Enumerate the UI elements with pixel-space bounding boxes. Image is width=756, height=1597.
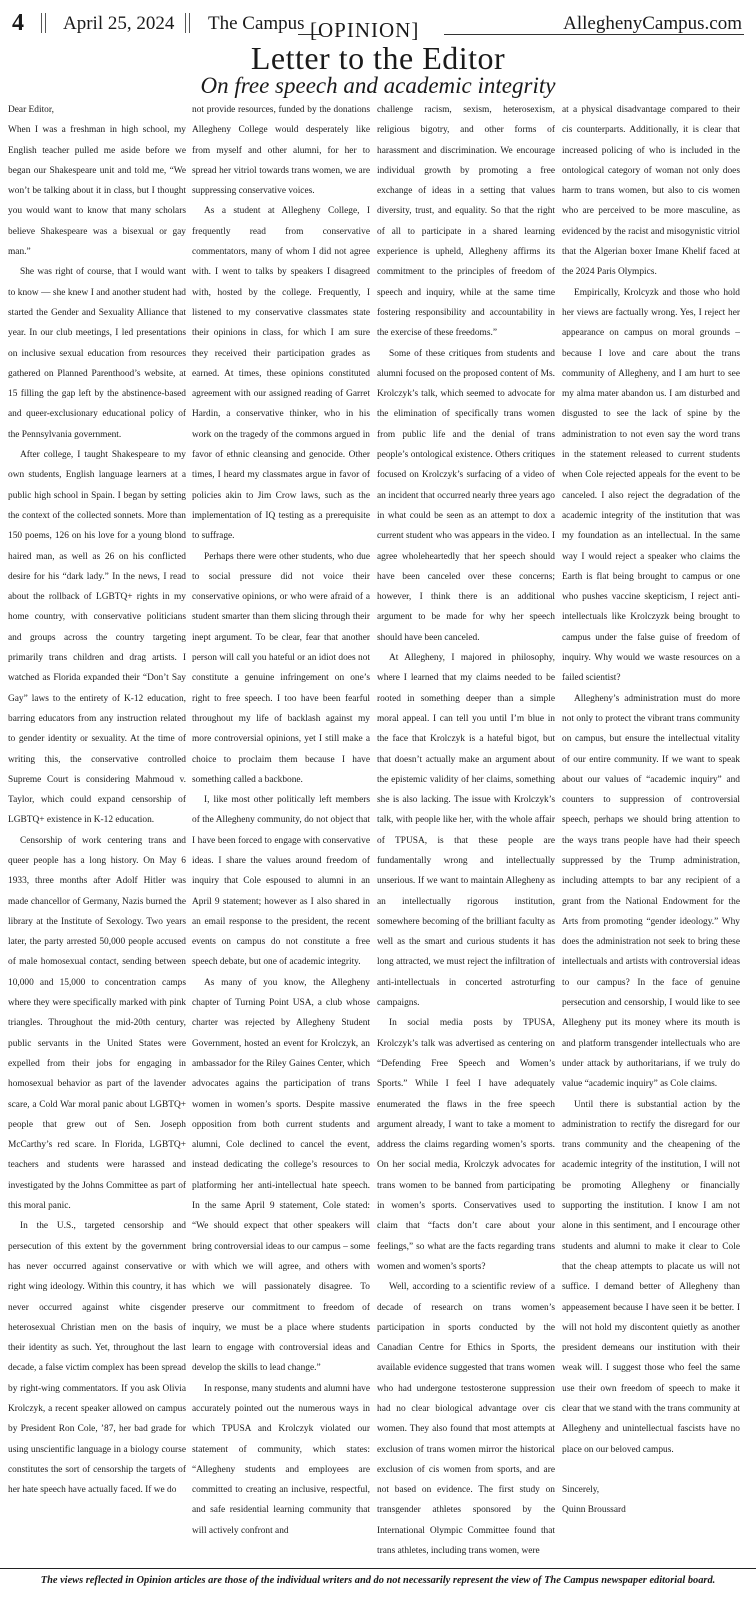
spacer bbox=[562, 1460, 740, 1480]
divider bbox=[189, 13, 190, 33]
opinion-disclaimer: The views reflected in Opinion articles are those of the individual writers and do not necessarily represent the view of The Campus newspaper editorial board. bbox=[0, 1568, 756, 1591]
article-column-1 bbox=[8, 100, 186, 1500]
paragraph: She was right of course, that I would want to know — she knew I and another student had started the Gender and Sexuality Alliance that year. In our club meetings, I led presentations on inclusive sexual education from resources gathered on Planned Parenthood’s website, at 15 filling the gap left by the abstinence-based and queer-exclusionary educational policy of the Pennsylvania government. bbox=[8, 267, 186, 440]
paragraph: In social media posts by TPUSA, Krolczyk’s talk was advertised as centering on “Defending Free Speech and Women’s Sports.” While I feel I have adequately enumerated the flaws in the free speech argument already, I want to take a moment to address the claims regarding women’s sports. On her social media, Krolczyk advocates for trans women to be banned from participating in women’s sports. Conservatives used to claim that “facts don’t care about your feelings,” so what are the facts regarding trans women and women’s sports? bbox=[377, 1018, 555, 1272]
divider bbox=[41, 13, 42, 33]
page-number: 4 bbox=[12, 10, 24, 36]
paper-name: The Campus bbox=[208, 13, 305, 34]
paragraph: challenge racism, sexism, heterosexism, religious bigotry, and other forms of harassment and discrimination. We encourage individual growth by promoting a free exchange of ideas in a setting that values diversity, trust, and equality. So that the right of all to participate in a shared learning experience is upheld, Allegheny affirms its commitment to the principles of freedom of speech and inquiry, while at the same time fostering responsibility and accountability in the exercise of these freedoms.” bbox=[377, 105, 555, 339]
paragraph: Allegheny’s administration must do more not only to protect the vibrant trans community on campus, but ensure the intellectual vitality of our entire community. If we want to speak about our values of “academic inquiry” and counters to suppression of controversial speech, perhaps we should bring attention to the ways trans people have had their speech suppressed by the Trump administration, including attempts to bar any recipient of a grant from the National Endowment for the Arts from promoting “gender ideology.” Why does the administration not seek to bring these intellectuals and artists with controversial ideas to our campus? In the face of genuine persecution and censorship, I would like to see Allegheny put its money where its mouth is and platform transgender intellectuals who are under attack by authoritarians, if we truly do value “academic inquiry” as Cole claims. bbox=[562, 693, 740, 1090]
paragraph: I, like most other politically left members of the Allegheny community, do not object that I have been forced to engage with conservative ideas. I share the values around freedom of inquiry that Cole espoused to alumni in an April 9 statement; however as I also shared in an email response to the president, the recent events on campus do not constitute a free speech debate, but one of academic integrity. bbox=[192, 795, 370, 968]
paragraph: Censorship of work centering trans and queer people has a long history. On May 6 1933, three months after Adolf Hitler was made chancellor of Germany, Nazis burned the library at the Institute of Sexology. Two years later, the party arrested 50,000 people accused of male homosexual contact, sending between 10,000 and 15,000 to concentration camps where they were specifically marked with pink triangles. Throughout the mid-20th century, public servants in the United States were expelled from their jobs for engaging in homosexual behavior as part of the lavender scare, a Cold War moral panic about LGBTQ+ people that grew out of Sen. Joseph McCarthy’s red scare. In Florida, LGBTQ+ teachers and students were harassed and investigated by the Johns Committee as part of this moral panic. bbox=[8, 835, 186, 1212]
paragraph: At Allegheny, I majored in philosophy, where I learned that my claims needed to be rooted in something deeper than a simple moral appeal. I can tell you until I’m blue in the face that Krolczyk is a hateful bigot, but that doesn’t actually make an argument about the epistemic validity of her claims, something she is also lacking. The issue with Krolczyk’s talk, with people like her, with the whole affair of TPUSA, is that these people are fundamentally wrong and intellectually unserious. If we want to maintain Allegheny as an intellectually rigorous institution, somewhere becoming of the brilliant faculty as well as the smart and curious students it has long attracted, we must reject the infiltration of anti-intellectuals in concerted astroturfing campaigns. bbox=[377, 653, 555, 1009]
paragraph: After college, I taught Shakespeare to my own students, English language learners at a public high school in Spain. I began by setting the context of the collected sonnets. More than 150 poems, 126 on his love for a young blond haired man, as well as 26 on his conflicted desire for his “dark lady.” In the news, I read about the rollback of LGBTQ+ rights in my home country, with conservative politicians and groups across the country targeting primarily trans children and drag artists. I watched as Florida expanded their “Don’t Say Gay” laws to the entirety of K-12 education, barring educators from any instruction related to gender identity or sexuality. At the time of writing this, the conservative controlled Supreme Court is considering Mahmoud v. Taylor, which could expand censorship of LGBTQ+ existence in K-12 education. bbox=[8, 450, 186, 826]
paragraph: at a physical disadvantage compared to their cis counterparts. Additionally, it is clear that increased policing of who is included in the ontological category of woman not only does harm to trans women, but also to cis women who are perceived to be more masculine, as evidenced by the racist and misogynistic vitriol that the Algerian boxer Imane Khelif faced at the 2024 Paris Olympics. bbox=[562, 105, 740, 278]
section-label: [OPINION] bbox=[310, 18, 420, 42]
author-name: Quinn Broussard bbox=[562, 1505, 626, 1516]
issue-date: April 25, 2024 bbox=[63, 13, 175, 34]
paragraph: Empirically, Krolcyzk and those who hold her views are factually wrong. Yes, I reject her appearance on campus on moral grounds – because I love and care about the trans community of Allegheny, and I am hurt to see my alma mater abandon us. I am disturbed and disgusted to see the lack of spine by the administration to not even say the word trans in the statement released to current students when Cole rejected appeals for the event to be canceled. I also reject the degradation of the academic integrity of the institution that was my foundation as an intellectual. In the same way I would reject a speaker who claims the Earth is flat being brought to campus or one who pushes vaccine skepticism, I reject anti-intellectuals like Krolczyzk being brought to campus under the false guise of freedom of inquiry. Why would we waste resources on a failed scientist? bbox=[562, 287, 740, 684]
paragraph: As a student at Allegheny College, I frequently read from conservative commentators, many of whom I did not agree with. I went to talks by speakers I disagreed with, hosted by the college. Frequently, I listened to my conservative classmates state their opinions in class, for which I am sure they received their participation grades as earned. At times, these opinions constituted agreement with our assigned reading of Garret Hardin, a conservative thinker, who in his work on the tragedy of the commons argued in favor of ethnic cleansing and genocide. Other times, I heard my classmates argue in favor of policies akin to Jim Crow laws, such as the implementation of IQ testing as a prerequisite to suffrage. bbox=[192, 206, 370, 542]
paragraph: not provide resources, funded by the donations Allegheny College would desperately like from myself and other alumni, for her to spread her vitriol towards trans women, we are suppressing conservative voices. bbox=[192, 105, 370, 197]
article-column-2 bbox=[192, 100, 370, 1541]
paragraph: Well, according to a scientific review of a decade of research on trans women’s participation in sports conducted by the Canadian Centre for Ethics in Sports, the available evidence suggested that trans women who had undergone testosterone suppression had no clear biological advantage over cis women. They also found that most attempts at exclusion of trans women mirror the historical exclusion of cis women from sports, and are not based on evidence. The first study on transgender athletes sponsored by the International Olympic Committee found that trans athletes, including trans women, were bbox=[377, 1282, 555, 1557]
paragraph: Some of these critiques from students and alumni focused on the proposed content of Ms. Krolczyk’s talk, which seemed to advocate for the elimination of specifically trans women from public life and the denial of trans people’s ontological existence. Others critiques focused on Krolczyk’s surfacing of a video of an incident that occurred nearly three years ago in what could be seen as an attempt to dox a current student who was appears in the video. I agree wholeheartedly that her speech should have been canceled over these concerns; however, I think there is an additional argument to be made for why her speech should have been canceled. bbox=[377, 348, 555, 643]
subheadline: On free speech and academic integrity bbox=[200, 73, 556, 98]
paragraph: In the U.S., targeted censorship and persecution of this extent by the government has never occurred against conservative or right wing ideology. Within this country, it has never occurred against white cisgender heterosexual Christian men on the basis of their identity as such. Yet, throughout the last decade, a false victim complex has been spread by right-wing commentators. If you ask Olivia Krolczyk, a recent speaker allowed on campus by President Ron Cole, ’87, her bad grade for using unscientific language in a biology course constitutes the sort of censorship the targets of her hate speech have actually faced. If we do bbox=[8, 1221, 186, 1496]
article-column-3 bbox=[377, 100, 555, 1561]
website-link[interactable]: AlleghenyCampus.com bbox=[563, 13, 742, 34]
paragraph: Until there is substantial action by the administration to rectify the disregard for our trans community and the cheapening of the academic integrity of the institution, I will not be promoting Allegheny or financially supporting the institution. I know I am not alone in this sentiment, and I encourage other students and alumni to make it clear to Cole that the cheap attempts to placate us will not suffice. I demand better of Allegheny than appeasement because I have seen it be better. I will not hold my discontent quietly as another president demeans our institution with their weak will. I suggest those who feel the same use their own freedom of speech to make it clear that we stand with the trans community at Allegheny and unintellectual fascists have no place on our beloved campus. bbox=[562, 1099, 740, 1455]
divider bbox=[185, 13, 186, 33]
divider bbox=[45, 13, 46, 33]
signoff: Sincerely, bbox=[562, 1484, 600, 1495]
salutation: Dear Editor, bbox=[8, 105, 54, 115]
article-column-4 bbox=[562, 100, 740, 1520]
paragraph: Perhaps there were other students, who due to social pressure did not voice their conservative opinions, or who were afraid of a student smarter than them slicing through their inept argument. To be clear, fear that another person will call you hateful or an idiot does not constitute a genuine infringement on one’s right to free speech. I too have been fearful throughout my life of backlash against my more controversial opinions, yet I still make a choice to proclaim them because I have something called a backbone. bbox=[192, 551, 370, 785]
paragraph: As many of you know, the Allegheny chapter of Turning Point USA, a club whose charter was rejected by Allegheny Student Government, hosted an event for Krolczyk, an ambassador for the Riley Gaines Center, which advocates agains the participation of trans women in women’s sports. Despite massive opposition from both current students and alumni, Cole declined to cancel the event, instead dedicating the college’s resources to platforming her anti-intellectual hate speech. In the same April 9 statement, Cole stated: “We should expect that other speakers will bring controversial ideas to our campus – some with which we will agree, and others with which we will passionately disagree. To preserve our commitment to freedom of inquiry, we must be a place where students learn to engage with controversial ideas and develop the skills to lead change.” bbox=[192, 977, 370, 1374]
paragraph: When I was a freshman in high school, my English teacher pulled me aside before we began our Shakespeare unit and told me, “We won’t be talking about it in class, but I thought you would want to know that many scholars believe Shakespeare was a bisexual or gay man.” bbox=[8, 125, 186, 258]
headline: Letter to the Editor bbox=[250, 40, 506, 76]
paragraph: In response, many students and alumni have accurately pointed out the numerous ways in which TPUSA and Krolczyk violated our statement of community, which states: “Allegheny students and employees are committed to creating an inclusive, respectful, and safe residential learning community that will actively confront and bbox=[192, 1383, 370, 1536]
